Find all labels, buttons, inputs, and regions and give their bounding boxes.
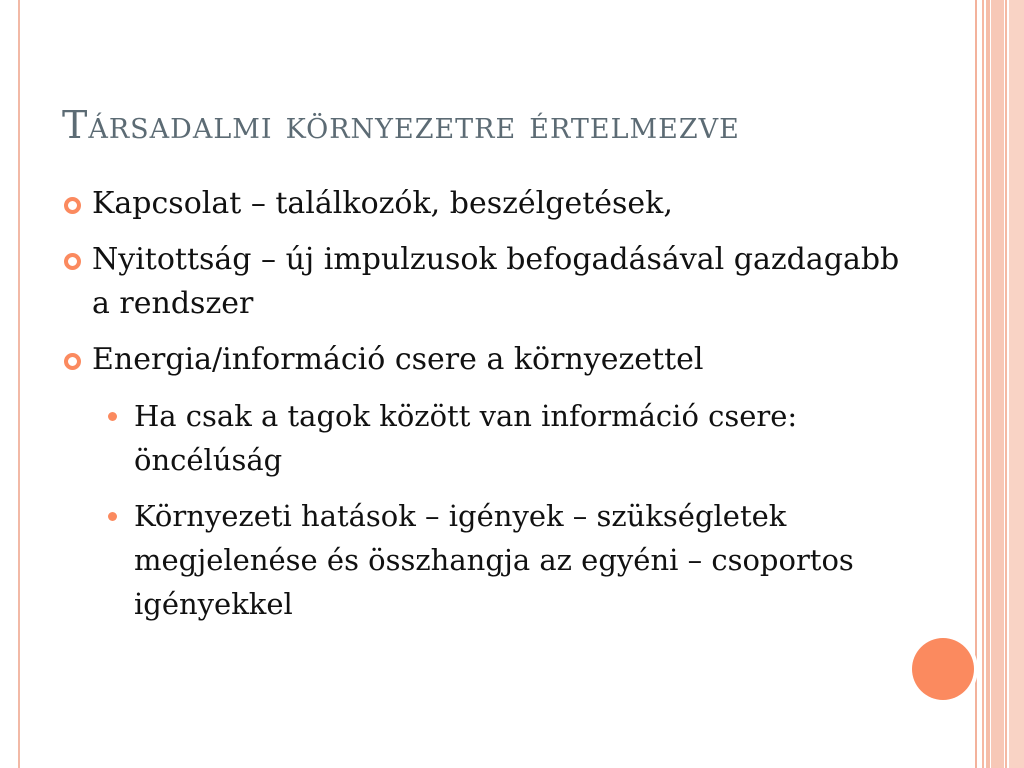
list-item [62, 182, 902, 226]
sub-list-item [104, 494, 902, 626]
stripe [986, 0, 990, 768]
ring-bullet-icon [64, 197, 81, 214]
left-border-line [18, 0, 20, 768]
decorative-circle [912, 638, 974, 700]
list-item-text: Energia/információ csere a környezettel [92, 342, 704, 377]
bullet-list [62, 182, 902, 638]
dot-bullet-icon [108, 412, 117, 421]
stripe [991, 0, 1004, 768]
sub-list-item-text: Környezeti hatások – igények – szükségletek megjelenése és összhangja az egyéni – csoportos igényekkel [134, 499, 854, 621]
dot-bullet-icon [108, 512, 117, 521]
list-item-text: Nyitottság – új impulzusok befogadásával gazdagabb a rendszer [92, 242, 900, 321]
list-item [62, 338, 902, 382]
stripe [982, 0, 984, 768]
ring-bullet-icon [64, 253, 81, 270]
stripe [1009, 0, 1024, 768]
slide-title: Társadalmi környezetre értelmezve [62, 103, 740, 147]
stripe [975, 0, 977, 768]
right-decorative-stripes [975, 0, 1024, 768]
stripe [1005, 0, 1007, 768]
list-item [62, 238, 902, 326]
sub-list-item-text: Ha csak a tagok között van információ csere: öncélúság [134, 399, 798, 477]
sub-list-item [104, 394, 902, 482]
ring-bullet-icon [64, 353, 81, 370]
list-item-text: Kapcsolat – találkozók, beszélgetések, [92, 186, 673, 221]
